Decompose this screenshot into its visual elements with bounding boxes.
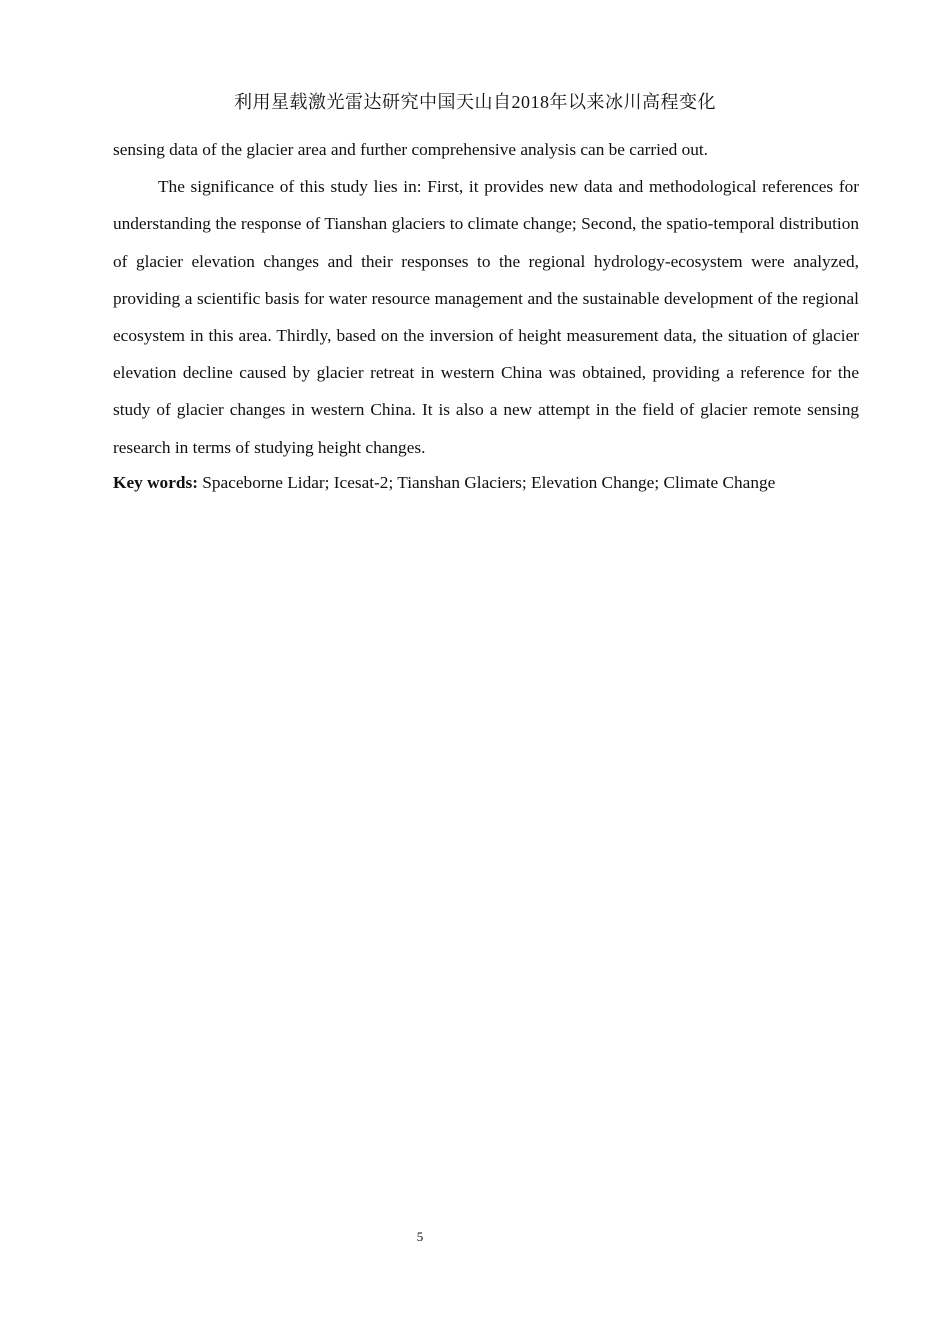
significance-paragraph: The significance of this study lies in: First, it provides new data and methodological references for understanding the response of Tianshan glaciers to climate change; Second, the spatio-temporal distribution of glacier elevation changes and their responses to the regional hydrology-ecosystem were analyzed, providing a scientific basis for water resource management and the sustainable development of the regional ecosystem in this area. Thirdly, based on the inversion of height measurement data, the situation of glacier elevation decline caused by glacier retreat in western China was obtained, providing a reference for the study of glacier changes in western China. It is also a new attempt in the field of glacier remote sensing research in terms of studying height changes.	[113, 177, 859, 457]
keywords-text: Spaceborne Lidar; Icesat-2; Tianshan Glaciers; Elevation Change; Climate Change	[197, 472, 776, 492]
continuation-paragraph: sensing data of the glacier area and further comprehensive analysis can be carried out.	[113, 140, 708, 159]
abstract-body	[113, 131, 859, 500]
page-number: 5	[416, 1229, 424, 1244]
running-header: 利用星载激光雷达研究中国天山自2018年以来冰川高程变化	[234, 92, 716, 112]
keywords-line	[113, 466, 859, 500]
keywords-label: Key words:	[113, 472, 198, 492]
